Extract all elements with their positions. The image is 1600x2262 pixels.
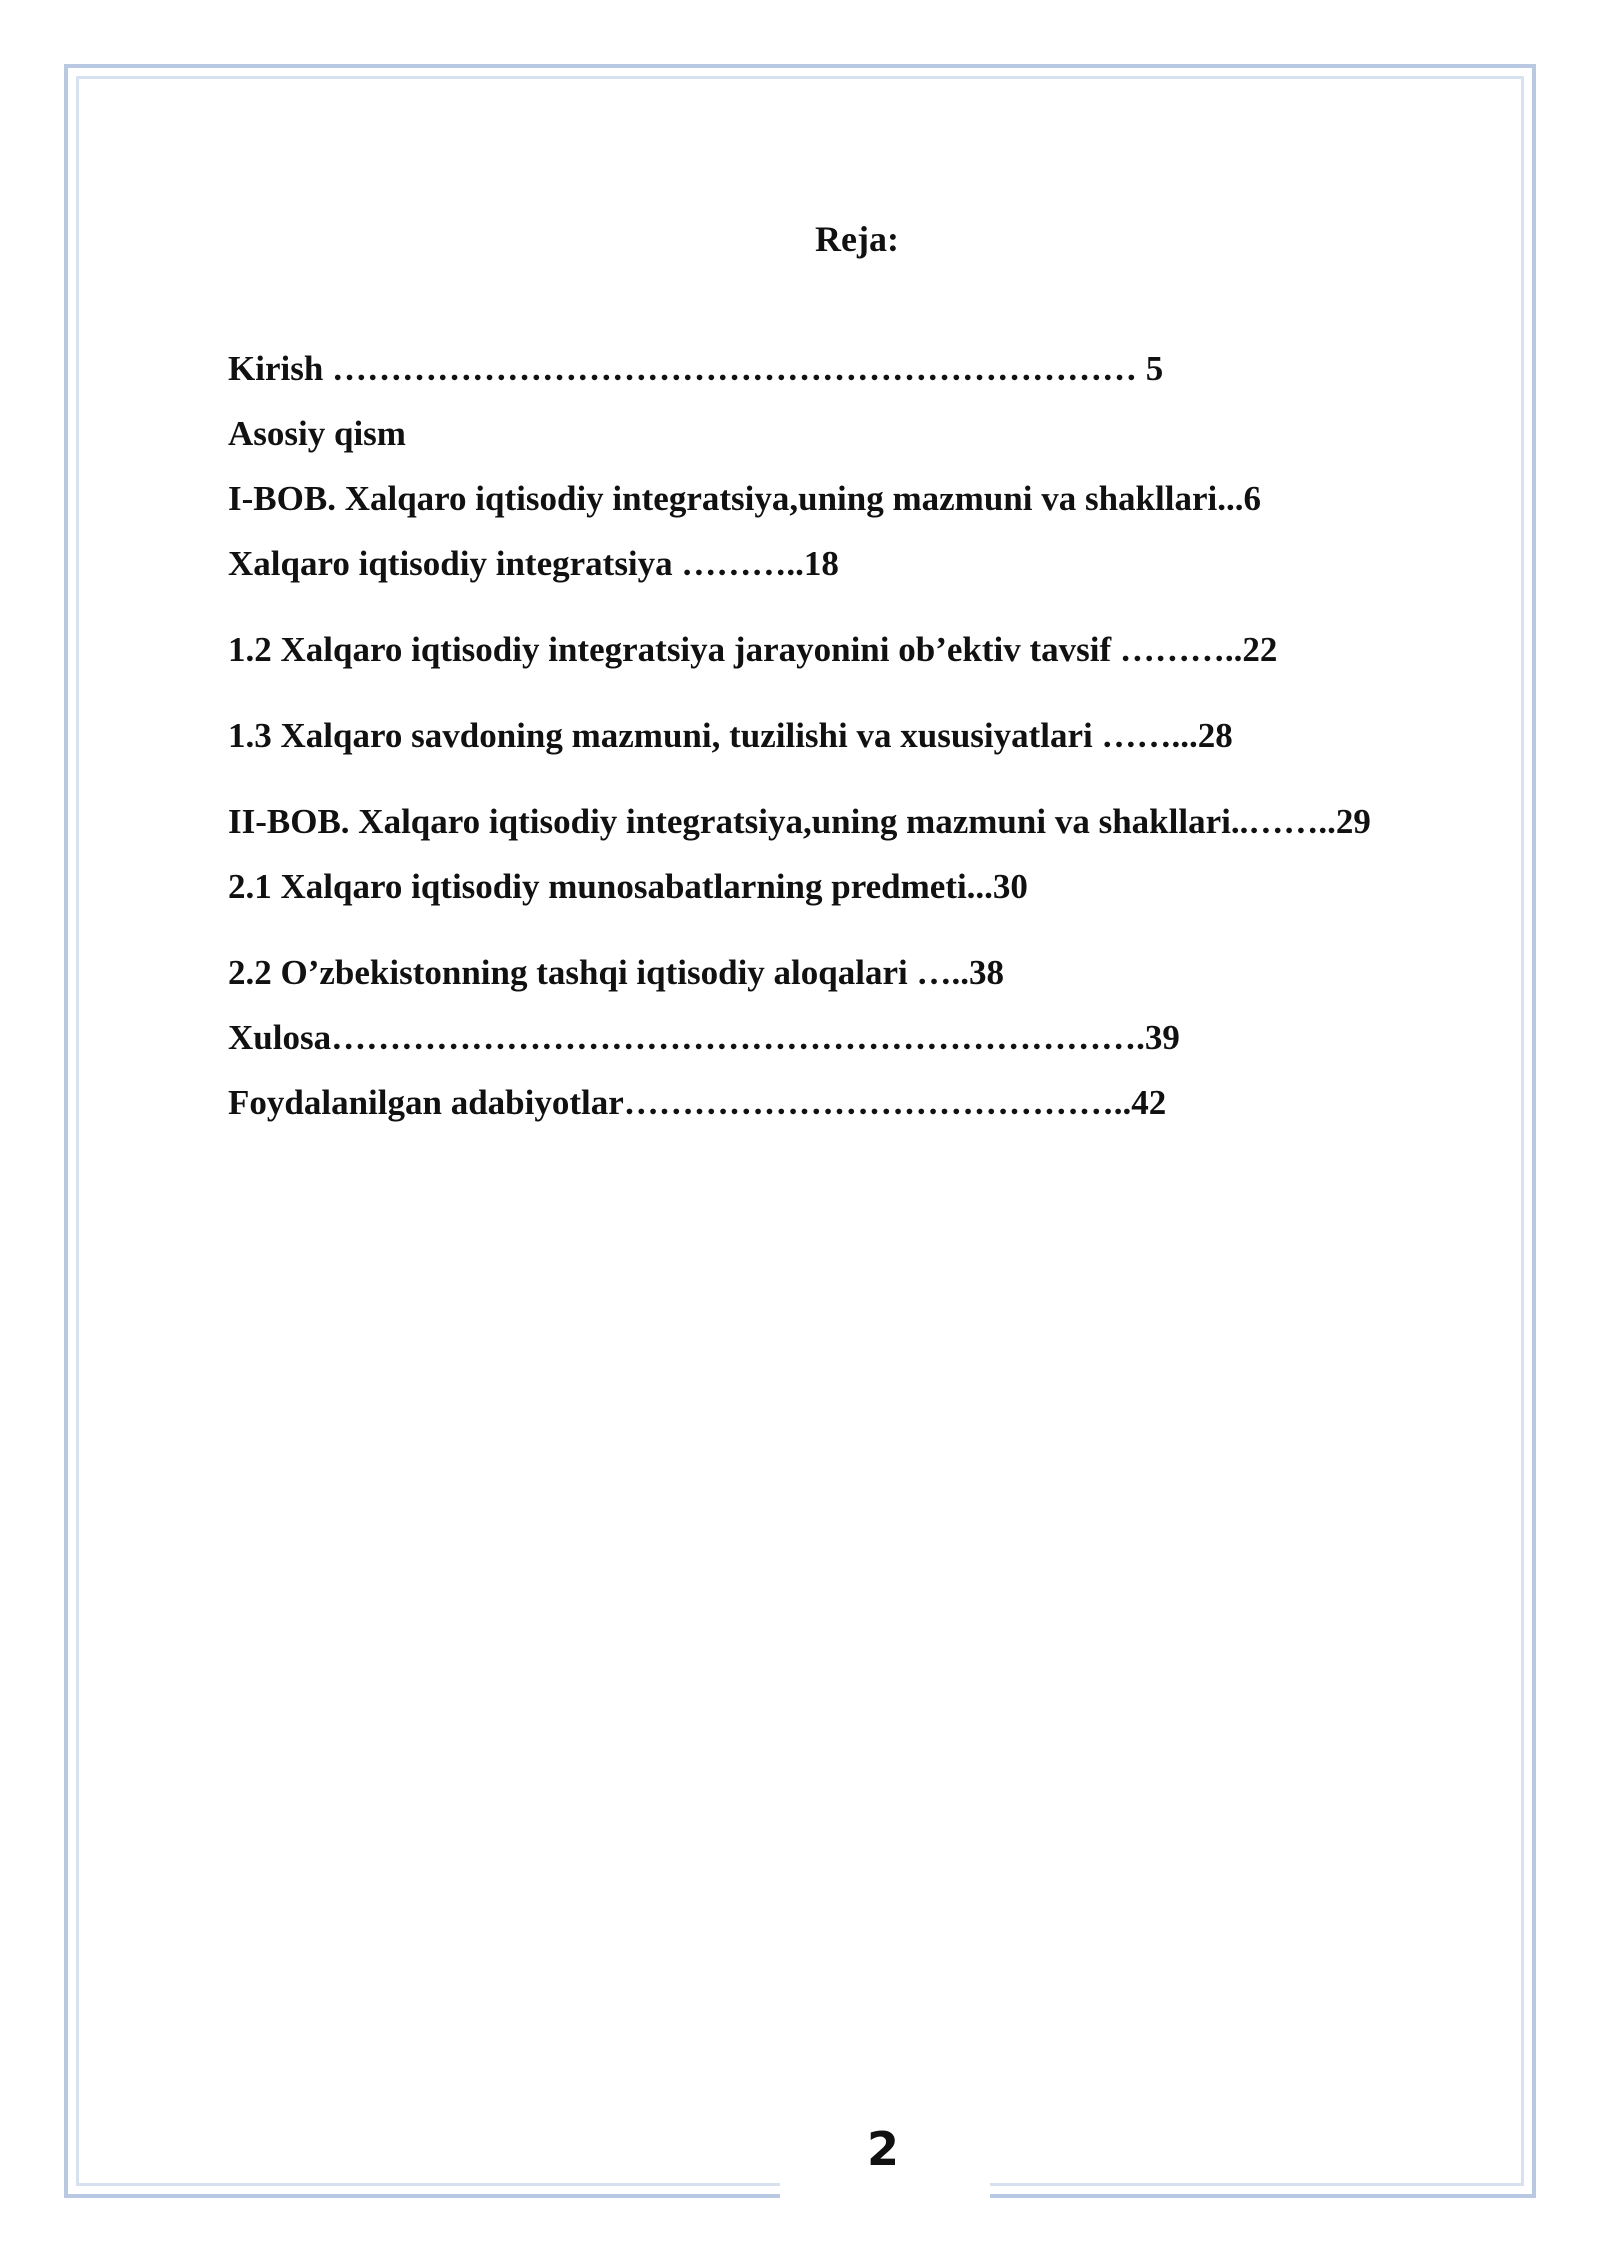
toc-entry-adabiyotlar: Foydalanilgan adabiyotlar……………………………………..42 — [228, 1083, 1167, 1122]
page-number: 2 — [866, 2122, 899, 2176]
page-border-gap — [780, 2180, 990, 2208]
toc-entry-section-1-3: 1.3 Xalqaro savdoning mazmuni, tuzilishi va xususiyatlari ……...28 — [228, 716, 1233, 755]
toc-entry-section-2-2: 2.2 O’zbekistonning tashqi iqtisodiy aloqalari …..38 — [228, 953, 1004, 992]
toc-entry-chapter-2: II-BOB. Xalqaro iqtisodiy integratsiya,uning mazmuni va shakllari..……..29 — [228, 802, 1371, 841]
toc-entry-kirish: Kirish …………………………………………………………… 5 — [228, 349, 1164, 388]
toc-entry-section-1-1: Xalqaro iqtisodiy integratsiya ………..18 — [228, 544, 839, 583]
toc-entry-asosiy-qism: Asosiy qism — [228, 414, 406, 453]
toc-entry-section-1-2: 1.2 Xalqaro iqtisodiy integratsiya jarayonini ob’ektiv tavsif ………..22 — [228, 630, 1278, 669]
page-title: Reja: — [815, 219, 899, 259]
toc-entry-xulosa: Xulosa…………………………………………………………….39 — [228, 1018, 1180, 1057]
table-of-contents — [228, 345, 1468, 1127]
toc-entry-section-2-1: 2.1 Xalqaro iqtisodiy munosabatlarning predmeti...30 — [228, 867, 1028, 906]
toc-entry-chapter-1: I-BOB. Xalqaro iqtisodiy integratsiya,uning mazmuni va shakllari...6 — [228, 479, 1261, 518]
